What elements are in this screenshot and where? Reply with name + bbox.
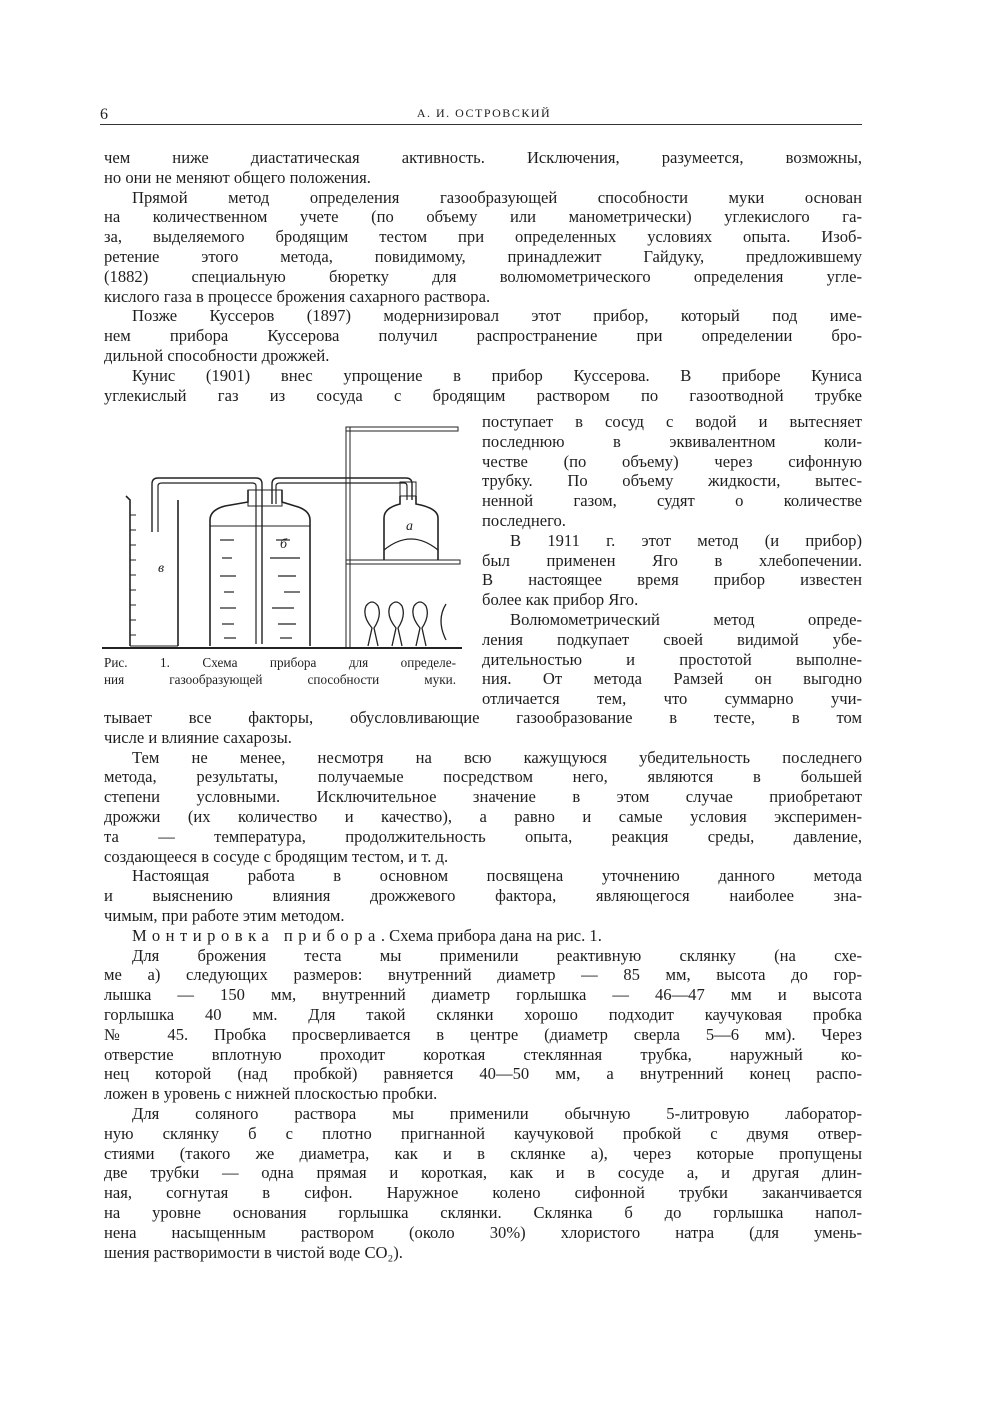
text-line: Кунис (1901) внес упрощение в прибор Куссерова. В приборе Куниса xyxy=(132,365,862,385)
text-line: Позже Куссеров (1897) модернизировал этот прибор, который под име- xyxy=(132,306,862,326)
text-line: поступает в сосуд с водой и вытесняет xyxy=(482,412,862,431)
text-line: В 1911 г. этот метод (и прибор) xyxy=(510,530,862,550)
text-line: Прямой метод определения газообразующей способности муки основан xyxy=(132,187,862,207)
text-line: ретение этого метода, повидимому, принадлежит Гайдуку, предложившему xyxy=(104,246,862,266)
text-line: углекислый газ из сосуда с бродящим раствором по газоотводной трубке xyxy=(104,385,862,405)
label-salt-bottle: б xyxy=(280,537,288,552)
text-line: ления подкупает своей видимой убе- xyxy=(482,629,862,649)
text-line: (1882) специальную бюретку для волюмометрического определения угле- xyxy=(104,266,862,286)
caption-line: Рис. 1. Схема прибора для определе- xyxy=(104,655,456,670)
text-line: Настоящая работа в основном посвящена уточнению данного метода xyxy=(132,866,862,886)
text-line: трубку. По объему жидкости, вытес- xyxy=(482,471,862,491)
top-text xyxy=(104,148,862,405)
text-line: но они не меняют общего положения. xyxy=(104,167,371,187)
text-line: нем прибора Куссерова получил распространение при определении бро- xyxy=(104,326,862,346)
label-reaction-bottle: а xyxy=(406,519,413,534)
text-line: честве (по объему) через сифонную xyxy=(482,451,862,471)
caption-line: ния газообразующей способности муки. xyxy=(104,672,456,687)
text-line: ненной газом, судят о количестве xyxy=(482,491,862,511)
text-line: и выяснению влияния дрожжевого фактора, являющегося наиболее зна- xyxy=(104,886,862,906)
text-line: Тем не менее, несмотря на всю кажущуюся убедительность последнего xyxy=(132,747,862,767)
apparatus-diagram xyxy=(100,420,465,655)
text-line: отличается тем, что суммарно учи- xyxy=(482,689,862,709)
text-line: дительностью и простотой выполне- xyxy=(482,649,862,669)
text-line: № 45. Пробка просверливается в центре (диаметр сверла 5—6 мм). Через xyxy=(104,1024,862,1044)
text-line: последнюю в эквивалентном коли- xyxy=(482,431,862,451)
text-line: ния. От метода Рамзей он выгодно xyxy=(482,669,862,689)
text-line: дрожжи (их количество и качество), а равно и самые условия эксперимен- xyxy=(104,806,862,826)
text-line: дильной способности дрожжей. xyxy=(104,345,330,365)
text-line: кислого газа в процессе брожения сахарного раствора. xyxy=(104,286,491,306)
text-line: ме а) следующих размеров: внутренний диаметр — 85 мм, высота до гор- xyxy=(104,965,862,985)
figure-caption xyxy=(104,654,456,688)
section-heading-rest: . Схема прибора дана на рис. 1. xyxy=(380,925,602,945)
text-line: нец которой (над пробкой) равняется 40—50 мм, а внутренний конец распо- xyxy=(104,1064,862,1084)
text-line: тывает все факторы, обусловливающие газообразование в тесте, в том xyxy=(104,708,862,727)
text-line: на уровне основания горлышка склянки. Склянка б до горлышка напол- xyxy=(104,1202,862,1222)
text-line: ную склянку б с плотно пригнанной каучуковой пробкой с двумя отвер- xyxy=(104,1123,862,1143)
text-line: Для брожения теста мы применили реактивную склянку (на схе- xyxy=(132,945,862,965)
side-column-text xyxy=(482,412,862,709)
text-line: за, выделяемого бродящим тестом при определенных условиях опыта. Изоб- xyxy=(104,227,862,247)
text-line: ная, согнутая в сифон. Наружное колено сифонной трубки заканчивается xyxy=(104,1183,862,1203)
bottom-text xyxy=(104,708,862,1262)
text-line: та — температура, продолжительность опыта, реакция среды, давление, xyxy=(104,826,862,846)
text-line: лышка — 150 мм, внутренний диаметр горлышка — 46—47 мм и высота xyxy=(104,985,862,1005)
text-line: более как прибор Яго. xyxy=(482,590,639,610)
label-cylinder: в xyxy=(158,561,165,576)
text-line: числе и влияние сахарозы. xyxy=(104,727,292,747)
text-line: был применен Яго в хлебопечении. xyxy=(482,550,862,570)
burners xyxy=(365,602,446,646)
text-line: Волюмометрический метод опреде- xyxy=(510,609,862,629)
text-line: создающееся в сосуде с бродящим тестом, и т. д. xyxy=(104,846,449,866)
text-line: отверстие вплотную проходит короткая стеклянная трубка, наружный ко- xyxy=(104,1044,862,1064)
section-heading: Монтировка прибора xyxy=(132,925,381,945)
section-heading-line xyxy=(104,926,862,946)
text-line: нена насыщенным раствором (около 30%) хлористого натра (для умень- xyxy=(104,1222,862,1242)
running-title: А. И. ОСТРОВСКИЙ xyxy=(416,106,552,120)
text-line: чем ниже диастатическая активность. Исключения, разумеется, возможны, xyxy=(104,148,862,167)
text-line: шения растворимости в чистой воде CO₂). xyxy=(104,1242,403,1262)
header-rule xyxy=(100,124,862,125)
salt-solution-bottle xyxy=(210,490,310,646)
text-line: ложен в уровень с нижней плоскостью пробки. xyxy=(104,1084,438,1104)
text-line: две трубки — одна прямая и короткая, как и в сосуде а, и другая длин- xyxy=(104,1163,862,1183)
text-line: степени условными. Исключительное значение в этом случае приобретают xyxy=(104,787,862,807)
text-line: чимым, при работе этим методом. xyxy=(104,905,345,925)
text-line: Для соляного раствора мы применили обычную 5-литровую лаборатор- xyxy=(132,1103,862,1123)
text-line: стиями (такого же диаметра, как и в склянке а), через которые пропущены xyxy=(104,1143,862,1163)
text-line: на количественном учете (по объему или манометрически) углекислого га- xyxy=(104,207,862,227)
gas-outlet-tube xyxy=(272,478,412,504)
text-line: последнего. xyxy=(482,510,566,530)
text-line: горлышка 40 мм. Для такой склянки хорошо подходит каучуковая пробка xyxy=(104,1004,862,1024)
page-number: 6 xyxy=(100,106,108,123)
text-line: В настоящее время прибор известен xyxy=(482,570,862,590)
text-line: метода, результаты, получаемые посредством него, являются в большей xyxy=(104,767,862,787)
